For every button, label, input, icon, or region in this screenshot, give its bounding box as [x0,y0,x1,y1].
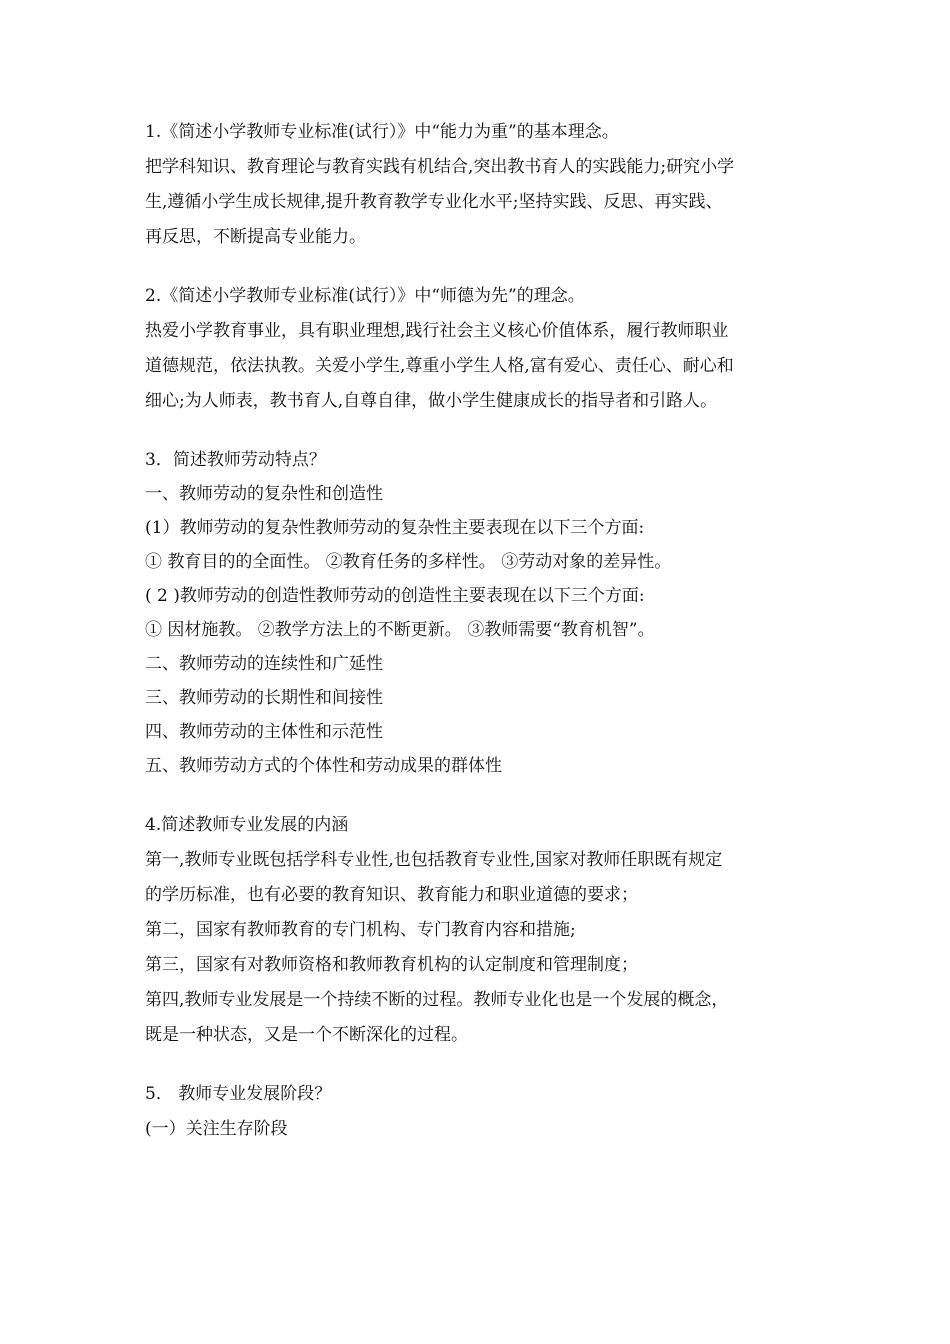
list-item: ( 2 )教师劳动的创造性教师劳动的创造性主要表现在以下三个方面: [145,586,645,606]
paragraph-line: 既是一种状态，又是一个不断深化的过程。 [145,1025,468,1045]
list-item: 四、教师劳动的主体性和示范性 [145,722,383,742]
paragraph-line: 细心;为人师表，教书育人,自尊自律，做小学生健康成长的指导者和引路人。 [145,391,718,411]
list-item: 三、教师劳动的长期性和间接性 [145,688,383,708]
paragraph-line: 第一,教师专业既包括学科专业性,也包括教育专业性,国家对教师任职既有规定 [145,850,723,870]
section-ethics-first [145,284,815,414]
list-item: 二、教师劳动的连续性和广延性 [145,654,383,674]
list-item: (1）教师劳动的复杂性教师劳动的复杂性主要表现在以下三个方面: [145,518,645,538]
paragraph-line: 道德规范，依法执教。关爱小学生,尊重小学生人格,富有爱心、责任心、耐心和 [145,356,734,376]
list-item: ① 因材施教。 ②教学方法上的不断更新。 ③教师需要“教育机智”。 [145,620,655,640]
paragraph-line: 第三，国家有对教师资格和教师教育机构的认定制度和管理制度； [145,955,638,975]
paragraph-line: 生,遵循小学生成长规律,提升教育教学专业化水平;坚持实践、反思、再实践、 [145,192,723,212]
paragraph-line: 把学科知识、教育理论与教育实践有机结合,突出教书育人的实践能力;研究小学 [145,157,735,177]
question-heading: 5． 教师专业发展阶段？ [145,1084,332,1104]
question-heading: 4.简述教师专业发展的内涵 [145,815,349,835]
paragraph-line: 再反思，不断提高专业能力。 [145,227,366,247]
paragraph-line: 第四,教师专业发展是一个持续不断的过程。教师专业化也是一个发展的概念， [145,990,729,1010]
section-development-stages [145,1082,815,1142]
list-item: ① 教育目的的全面性。 ②教育任务的多样性。 ③劳动对象的差异性。 [145,552,672,572]
list-item: 五、教师劳动方式的个体性和劳动成果的群体性 [145,756,502,776]
paragraph-line: 第二，国家有教师教育的专门机构、专门教育内容和措施; [145,920,576,940]
question-heading: 2.《简述小学教师专业标准(试行）》中“师德为先”的理念。 [145,286,585,306]
section-professional-development [145,813,815,1048]
section-ability-first [145,120,815,250]
list-item: 一、教师劳动的复杂性和创造性 [145,484,383,504]
paragraph-line: 热爱小学教育事业，具有职业理想,践行社会主义核心价值体系，履行教师职业 [145,321,729,341]
question-heading: 3．简述教师劳动特点？ [145,450,326,470]
list-item: (一）关注生存阶段 [145,1119,288,1139]
question-heading: 1.《简述小学教师专业标准(试行）》中“能力为重”的基本理念。 [145,122,619,142]
paragraph-line: 的学历标准，也有必要的教育知识、教育能力和职业道德的要求； [145,885,638,905]
document-page [145,120,815,1176]
section-labor-features [145,448,815,779]
